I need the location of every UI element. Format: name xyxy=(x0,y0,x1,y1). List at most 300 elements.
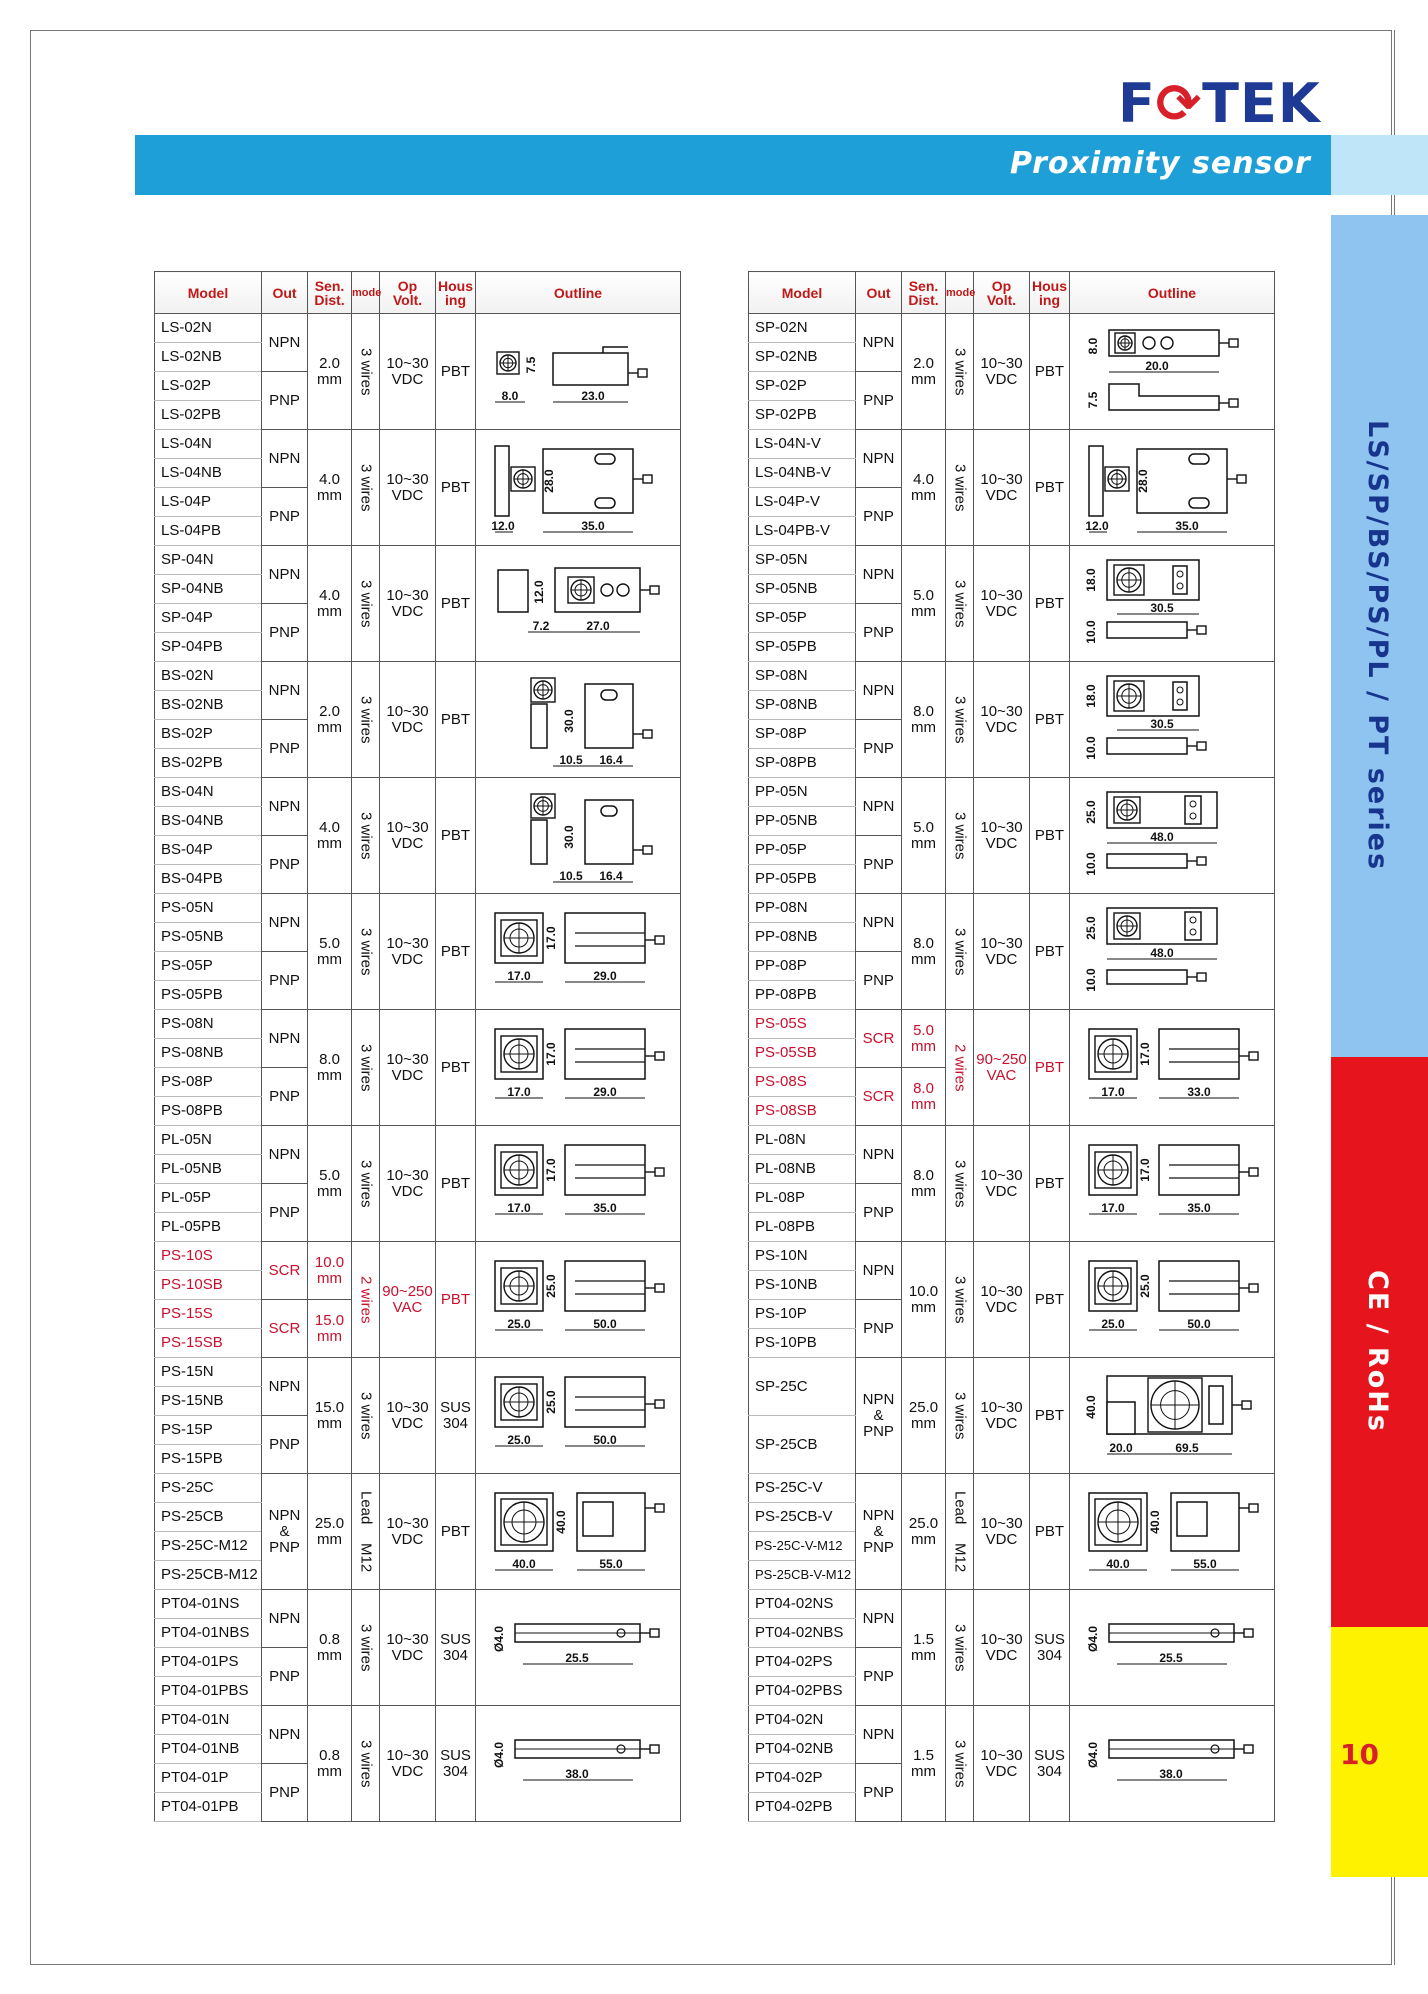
col-dist: Sen. Dist. xyxy=(902,272,946,314)
output-type-cell: PNP xyxy=(262,1416,308,1474)
model-cell: PS-25CB-V-M12 xyxy=(749,1561,856,1590)
model-cell: LS-04N xyxy=(155,430,262,459)
model-cell: PS-08S xyxy=(749,1068,856,1097)
operating-voltage-cell: 10~30 VDC xyxy=(380,1010,436,1126)
model-cell: PL-05NB xyxy=(155,1155,262,1184)
model-cell: PS-08P xyxy=(155,1068,262,1097)
model-cell: PP-05N xyxy=(749,778,856,807)
model-cell: BS-04P xyxy=(155,836,262,865)
operating-voltage-cell: 10~30 VDC xyxy=(380,1474,436,1590)
dimension-label: 17.0 xyxy=(1101,1084,1125,1099)
model-cell: PS-25C-M12 xyxy=(155,1532,262,1561)
model-cell: PL-08PB xyxy=(749,1213,856,1242)
output-type-cell: NPN xyxy=(262,1706,308,1764)
dimension-label: 12.0 xyxy=(491,518,515,533)
dimension-label: 20.0 xyxy=(1145,358,1169,373)
model-cell: PS-15PB xyxy=(155,1445,262,1474)
dimension-label: Ø4.0 xyxy=(492,1625,506,1652)
housing-cell: PBT xyxy=(1030,430,1070,546)
dimension-drawing xyxy=(1077,1594,1267,1702)
dimension-drawing xyxy=(483,1710,673,1818)
dimension-label: Ø4.0 xyxy=(1086,1625,1100,1652)
dimension-drawing xyxy=(1077,1130,1267,1238)
housing-cell: PBT xyxy=(1030,894,1070,1010)
dimension-label: 40.0 xyxy=(554,1509,568,1534)
housing-cell: SUS 304 xyxy=(1030,1590,1070,1706)
model-cell: PS-05N xyxy=(155,894,262,923)
outline-drawing-cell xyxy=(476,1126,681,1242)
dimension-label: 29.0 xyxy=(593,968,617,983)
model-cell: PS-10N xyxy=(749,1242,856,1271)
dimension-label: 40.0 xyxy=(512,1556,536,1571)
model-cell: PP-05PB xyxy=(749,865,856,894)
dimension-label: 35.0 xyxy=(1175,518,1199,533)
model-cell: BS-02N xyxy=(155,662,262,691)
dimension-label: 10.0 xyxy=(1084,851,1098,876)
sensing-distance-cell: 8.0 mm xyxy=(902,1068,946,1126)
wiring-mode-cell: 3 wires xyxy=(946,430,974,546)
dimension-label: 8.0 xyxy=(501,388,519,403)
dimension-label: 55.0 xyxy=(1193,1556,1217,1571)
output-type-cell: PNP xyxy=(856,1184,902,1242)
dimension-label: 30.5 xyxy=(1150,600,1174,615)
dimension-drawing xyxy=(1077,898,1267,1006)
dimension-label: 25.5 xyxy=(1159,1650,1183,1665)
spec-table-left xyxy=(154,271,681,1822)
table-header xyxy=(155,272,681,314)
dimension-drawing xyxy=(483,1478,673,1586)
housing-cell: PBT xyxy=(1030,1474,1070,1590)
dimension-drawing xyxy=(1077,550,1267,658)
housing-cell: PBT xyxy=(436,1242,476,1358)
sensing-distance-cell: 8.0 mm xyxy=(902,894,946,1010)
dimension-label: 29.0 xyxy=(593,1084,617,1099)
output-type-cell: SCR xyxy=(262,1242,308,1300)
model-cell: PT04-02PB xyxy=(749,1793,856,1822)
col-dist: Sen. Dist. xyxy=(308,272,352,314)
sensing-distance-cell: 1.5 mm xyxy=(902,1590,946,1706)
sensing-distance-cell: 2.0 mm xyxy=(308,662,352,778)
output-type-cell: PNP xyxy=(856,1764,902,1822)
model-cell: SP-04N xyxy=(155,546,262,575)
dimension-label: 25.0 xyxy=(544,1389,558,1414)
model-cell: PS-05S xyxy=(749,1010,856,1039)
dimension-label: 17.0 xyxy=(1138,1041,1152,1066)
dimension-label: 40.0 xyxy=(1106,1556,1130,1571)
outline-drawing-cell xyxy=(476,430,681,546)
dimension-label: 7.5 xyxy=(1086,391,1100,408)
table-row xyxy=(749,430,1275,459)
wiring-mode-cell: 3 wires xyxy=(352,314,380,430)
table-row xyxy=(749,1706,1275,1735)
table-header xyxy=(749,272,1275,314)
model-cell: PT04-01PB xyxy=(155,1793,262,1822)
output-type-cell: SCR xyxy=(856,1010,902,1068)
sensing-distance-cell: 10.0 mm xyxy=(902,1242,946,1358)
page-number: 10 xyxy=(1340,1738,1379,1771)
output-type-cell: PNP xyxy=(856,488,902,546)
table-row xyxy=(155,1126,681,1155)
model-cell: SP-25C xyxy=(749,1358,856,1416)
model-cell: SP-04P xyxy=(155,604,262,633)
outline-drawing-cell xyxy=(476,894,681,1010)
operating-voltage-cell: 10~30 VDC xyxy=(380,1126,436,1242)
wiring-mode-cell: Lead M12 xyxy=(352,1474,380,1590)
wiring-mode-cell: 3 wires xyxy=(352,1126,380,1242)
dimension-label: 20.0 xyxy=(1109,1440,1133,1455)
table-row xyxy=(155,894,681,923)
model-cell: PS-05PB xyxy=(155,981,262,1010)
housing-cell: PBT xyxy=(1030,662,1070,778)
wiring-mode-cell: 3 wires xyxy=(352,546,380,662)
table-row xyxy=(749,314,1275,343)
output-type-cell: PNP xyxy=(262,372,308,430)
sensing-distance-cell: 4.0 mm xyxy=(308,546,352,662)
dimension-label: 7.2 xyxy=(532,618,550,633)
output-type-cell: NPN xyxy=(262,894,308,952)
model-cell: PS-10P xyxy=(749,1300,856,1329)
output-type-cell: PNP xyxy=(856,836,902,894)
table-row xyxy=(155,1706,681,1735)
output-type-cell: NPN xyxy=(262,1126,308,1184)
housing-cell: PBT xyxy=(1030,1010,1070,1126)
model-cell: PP-08NB xyxy=(749,923,856,952)
wiring-mode-cell: 2 wires xyxy=(946,1010,974,1126)
output-type-cell: NPN xyxy=(262,1590,308,1648)
model-cell: LS-04PB-V xyxy=(749,517,856,546)
dimension-drawing xyxy=(483,666,673,774)
model-cell: BS-04PB xyxy=(155,865,262,894)
output-type-cell: NPN xyxy=(856,1706,902,1764)
series-label: LS/SP/BS/PS/PL / PT series xyxy=(1362,420,1393,872)
sensing-distance-cell: 25.0 mm xyxy=(902,1474,946,1590)
outline-drawing-cell xyxy=(476,1358,681,1474)
model-cell: LS-02N xyxy=(155,314,262,343)
output-type-cell: NPN xyxy=(262,314,308,372)
model-cell: SP-02PB xyxy=(749,401,856,430)
dimension-label: 17.0 xyxy=(507,1084,531,1099)
model-cell: PT04-02NS xyxy=(749,1590,856,1619)
model-cell: PS-25C xyxy=(155,1474,262,1503)
model-cell: PT04-02PS xyxy=(749,1648,856,1677)
table-row xyxy=(155,662,681,691)
dimension-label: 28.0 xyxy=(1136,468,1150,493)
dimension-label: 25.0 xyxy=(1084,915,1098,940)
model-cell: LS-02PB xyxy=(155,401,262,430)
operating-voltage-cell: 10~30 VDC xyxy=(974,1126,1030,1242)
wiring-mode-cell: 3 wires xyxy=(946,1590,974,1706)
model-cell: SP-08N xyxy=(749,662,856,691)
dimension-label: 50.0 xyxy=(593,1316,617,1331)
wiring-mode-cell: 3 wires xyxy=(352,430,380,546)
operating-voltage-cell: 10~30 VDC xyxy=(974,1706,1030,1822)
model-cell: PS-25CB xyxy=(155,1503,262,1532)
dimension-label: 16.4 xyxy=(599,752,623,767)
wiring-mode-cell: 3 wires xyxy=(352,1358,380,1474)
output-type-cell: NPN xyxy=(856,430,902,488)
outline-drawing-cell xyxy=(1070,662,1275,778)
model-cell: PP-08P xyxy=(749,952,856,981)
model-cell: PS-15S xyxy=(155,1300,262,1329)
outline-drawing-cell xyxy=(1070,1358,1275,1474)
dimension-label: 40.0 xyxy=(1148,1509,1162,1534)
output-type-cell: SCR xyxy=(262,1300,308,1358)
operating-voltage-cell: 10~30 VDC xyxy=(380,778,436,894)
model-cell: SP-25CB xyxy=(749,1416,856,1474)
model-cell: PS-15N xyxy=(155,1358,262,1387)
table-row xyxy=(749,1126,1275,1155)
model-cell: PS-25CB-M12 xyxy=(155,1561,262,1590)
table-row xyxy=(749,546,1275,575)
table-row xyxy=(749,1010,1275,1039)
operating-voltage-cell: 90~250 VAC xyxy=(380,1242,436,1358)
outline-drawing-cell xyxy=(476,778,681,894)
wiring-mode-cell: 3 wires xyxy=(946,662,974,778)
table-row xyxy=(155,1358,681,1387)
output-type-cell: NPN xyxy=(856,546,902,604)
dimension-label: Ø4.0 xyxy=(1086,1741,1100,1768)
operating-voltage-cell: 10~30 VDC xyxy=(380,430,436,546)
wiring-mode-cell: Lead M12 xyxy=(946,1474,974,1590)
model-cell: PS-08N xyxy=(155,1010,262,1039)
dimension-label: 8.0 xyxy=(1086,337,1100,354)
dimension-label: 25.0 xyxy=(507,1432,531,1447)
model-cell: PS-05P xyxy=(155,952,262,981)
output-type-cell: PNP xyxy=(262,488,308,546)
output-type-cell: PNP xyxy=(262,604,308,662)
sensing-distance-cell: 5.0 mm xyxy=(308,894,352,1010)
outline-drawing-cell xyxy=(1070,1706,1275,1822)
outline-drawing-cell xyxy=(476,1706,681,1822)
table-row xyxy=(749,778,1275,807)
dimension-label: 17.0 xyxy=(544,1157,558,1182)
operating-voltage-cell: 10~30 VDC xyxy=(974,1474,1030,1590)
model-cell: PS-10SB xyxy=(155,1271,262,1300)
housing-cell: PBT xyxy=(1030,778,1070,894)
dimension-label: 30.0 xyxy=(562,824,576,849)
cert-label: CE / RoHs xyxy=(1362,1270,1393,1433)
outline-drawing-cell xyxy=(476,546,681,662)
output-type-cell: PNP xyxy=(262,952,308,1010)
banner-title: Proximity sensor xyxy=(1010,146,1311,181)
model-cell: PS-05NB xyxy=(155,923,262,952)
dimension-label: 10.0 xyxy=(1084,735,1098,760)
operating-voltage-cell: 10~30 VDC xyxy=(974,1242,1030,1358)
table-row xyxy=(749,894,1275,923)
col-model: Model xyxy=(749,272,856,314)
table-row xyxy=(155,546,681,575)
operating-voltage-cell: 10~30 VDC xyxy=(974,778,1030,894)
model-cell: SP-05N xyxy=(749,546,856,575)
model-cell: PT04-02P xyxy=(749,1764,856,1793)
outline-drawing-cell xyxy=(1070,430,1275,546)
model-cell: PS-10PB xyxy=(749,1329,856,1358)
col-housing: Hous ing xyxy=(1030,272,1070,314)
col-outline: Outline xyxy=(1070,272,1275,314)
dimension-label: 25.0 xyxy=(544,1273,558,1298)
dimension-label: 27.0 xyxy=(586,618,610,633)
output-type-cell: PNP xyxy=(262,1068,308,1126)
operating-voltage-cell: 10~30 VDC xyxy=(380,1706,436,1822)
model-cell: PS-10NB xyxy=(749,1271,856,1300)
wiring-mode-cell: 3 wires xyxy=(946,1242,974,1358)
dimension-drawing xyxy=(483,318,673,426)
output-type-cell: NPN xyxy=(262,1010,308,1068)
operating-voltage-cell: 10~30 VDC xyxy=(974,1590,1030,1706)
sensing-distance-cell: 5.0 mm xyxy=(308,1126,352,1242)
operating-voltage-cell: 10~30 VDC xyxy=(974,894,1030,1010)
table-row xyxy=(155,1474,681,1503)
dimension-label: 25.0 xyxy=(1084,799,1098,824)
model-cell: PS-15NB xyxy=(155,1387,262,1416)
model-cell: LS-04NB-V xyxy=(749,459,856,488)
model-cell: PL-05P xyxy=(155,1184,262,1213)
housing-cell: PBT xyxy=(436,894,476,1010)
model-cell: SP-04PB xyxy=(155,633,262,662)
operating-voltage-cell: 10~30 VDC xyxy=(380,894,436,1010)
outline-drawing-cell xyxy=(1070,1242,1275,1358)
model-cell: PT04-02PBS xyxy=(749,1677,856,1706)
model-cell: SP-08PB xyxy=(749,749,856,778)
dimension-label: 17.0 xyxy=(1138,1157,1152,1182)
output-type-cell: NPN xyxy=(262,430,308,488)
wiring-mode-cell: 3 wires xyxy=(352,778,380,894)
sensing-distance-cell: 25.0 mm xyxy=(902,1358,946,1474)
dimension-drawing xyxy=(483,550,673,658)
housing-cell: PBT xyxy=(436,778,476,894)
table-row xyxy=(155,1590,681,1619)
dimension-label: 10.0 xyxy=(1084,967,1098,992)
table-row xyxy=(155,430,681,459)
output-type-cell: NPN xyxy=(262,778,308,836)
wiring-mode-cell: 3 wires xyxy=(352,1010,380,1126)
sensing-distance-cell: 25.0 mm xyxy=(308,1474,352,1590)
output-type-cell: NPN & PNP xyxy=(856,1358,902,1474)
col-model: Model xyxy=(155,272,262,314)
operating-voltage-cell: 10~30 VDC xyxy=(380,662,436,778)
col-out: Out xyxy=(856,272,902,314)
output-type-cell: NPN & PNP xyxy=(856,1474,902,1590)
model-cell: PT04-01NS xyxy=(155,1590,262,1619)
housing-cell: PBT xyxy=(436,314,476,430)
wiring-mode-cell: 3 wires xyxy=(946,894,974,1010)
model-cell: PT04-02NBS xyxy=(749,1619,856,1648)
table-row xyxy=(749,1358,1275,1416)
sensing-distance-cell: 5.0 mm xyxy=(902,1010,946,1068)
housing-cell: PBT xyxy=(1030,1242,1070,1358)
output-type-cell: NPN xyxy=(262,546,308,604)
housing-cell: PBT xyxy=(436,1126,476,1242)
dimension-label: 12.0 xyxy=(1085,518,1109,533)
model-cell: PL-08N xyxy=(749,1126,856,1155)
operating-voltage-cell: 10~30 VDC xyxy=(974,314,1030,430)
operating-voltage-cell: 10~30 VDC xyxy=(974,430,1030,546)
col-outline: Outline xyxy=(476,272,681,314)
outline-drawing-cell xyxy=(1070,1590,1275,1706)
outline-drawing-cell xyxy=(476,1242,681,1358)
dimension-label: 25.0 xyxy=(1138,1273,1152,1298)
output-type-cell: PNP xyxy=(262,720,308,778)
dimension-label: 18.0 xyxy=(1084,683,1098,708)
dimension-drawing xyxy=(1077,1478,1267,1586)
title-banner-end xyxy=(1331,135,1428,195)
dimension-drawing xyxy=(483,1246,673,1354)
output-type-cell: PNP xyxy=(262,1764,308,1822)
output-type-cell: SCR xyxy=(856,1068,902,1126)
dimension-label: 18.0 xyxy=(1084,567,1098,592)
model-cell: PL-05N xyxy=(155,1126,262,1155)
model-cell: SP-02NB xyxy=(749,343,856,372)
dimension-label: 10.0 xyxy=(1084,619,1098,644)
model-cell: PT04-01N xyxy=(155,1706,262,1735)
operating-voltage-cell: 10~30 VDC xyxy=(974,546,1030,662)
dimension-label: 35.0 xyxy=(593,1200,617,1215)
sensing-distance-cell: 0.8 mm xyxy=(308,1590,352,1706)
sensing-distance-cell: 15.0 mm xyxy=(308,1358,352,1474)
model-cell: PT04-02N xyxy=(749,1706,856,1735)
table-row xyxy=(749,1474,1275,1503)
dimension-drawing xyxy=(1077,666,1267,774)
dimension-drawing xyxy=(1077,1710,1267,1818)
table-row xyxy=(155,778,681,807)
housing-cell: PBT xyxy=(436,1010,476,1126)
output-type-cell: NPN xyxy=(856,1126,902,1184)
housing-cell: SUS 304 xyxy=(436,1590,476,1706)
sensing-distance-cell: 10.0 mm xyxy=(308,1242,352,1300)
table-row xyxy=(155,314,681,343)
operating-voltage-cell: 10~30 VDC xyxy=(380,546,436,662)
model-cell: LS-02NB xyxy=(155,343,262,372)
dimension-label: 16.4 xyxy=(599,868,623,883)
sensing-distance-cell: 4.0 mm xyxy=(902,430,946,546)
output-type-cell: PNP xyxy=(856,604,902,662)
sensing-distance-cell: 15.0 mm xyxy=(308,1300,352,1358)
dimension-drawing xyxy=(1077,1362,1267,1470)
housing-cell: PBT xyxy=(436,546,476,662)
brand-logo: F⟳TEK xyxy=(1118,72,1321,135)
model-cell: PT04-02NB xyxy=(749,1735,856,1764)
dimension-label: 17.0 xyxy=(1101,1200,1125,1215)
dimension-label: 17.0 xyxy=(544,1041,558,1066)
dimension-drawing xyxy=(1077,782,1267,890)
model-cell: BS-02NB xyxy=(155,691,262,720)
output-type-cell: PNP xyxy=(262,1648,308,1706)
sensing-distance-cell: 8.0 mm xyxy=(902,662,946,778)
dimension-drawing xyxy=(1077,1014,1267,1122)
model-cell: SP-08P xyxy=(749,720,856,749)
outline-drawing-cell xyxy=(476,1010,681,1126)
dimension-label: 17.0 xyxy=(507,968,531,983)
housing-cell: SUS 304 xyxy=(1030,1706,1070,1822)
dimension-label: Ø4.0 xyxy=(492,1741,506,1768)
dimension-label: 48.0 xyxy=(1150,829,1174,844)
outline-drawing-cell xyxy=(1070,546,1275,662)
model-cell: BS-02PB xyxy=(155,749,262,778)
model-cell: PS-08NB xyxy=(155,1039,262,1068)
table-row xyxy=(155,1010,681,1039)
dimension-label: 55.0 xyxy=(599,1556,623,1571)
table-row xyxy=(749,662,1275,691)
col-mode: mode xyxy=(946,272,974,314)
operating-voltage-cell: 10~30 VDC xyxy=(380,1358,436,1474)
dimension-label: 28.0 xyxy=(542,468,556,493)
col-volt: Op Volt. xyxy=(380,272,436,314)
dimension-label: 30.0 xyxy=(562,708,576,733)
output-type-cell: NPN xyxy=(262,662,308,720)
sensing-distance-cell: 4.0 mm xyxy=(308,778,352,894)
model-cell: LS-04N-V xyxy=(749,430,856,459)
table-row xyxy=(155,1242,681,1271)
